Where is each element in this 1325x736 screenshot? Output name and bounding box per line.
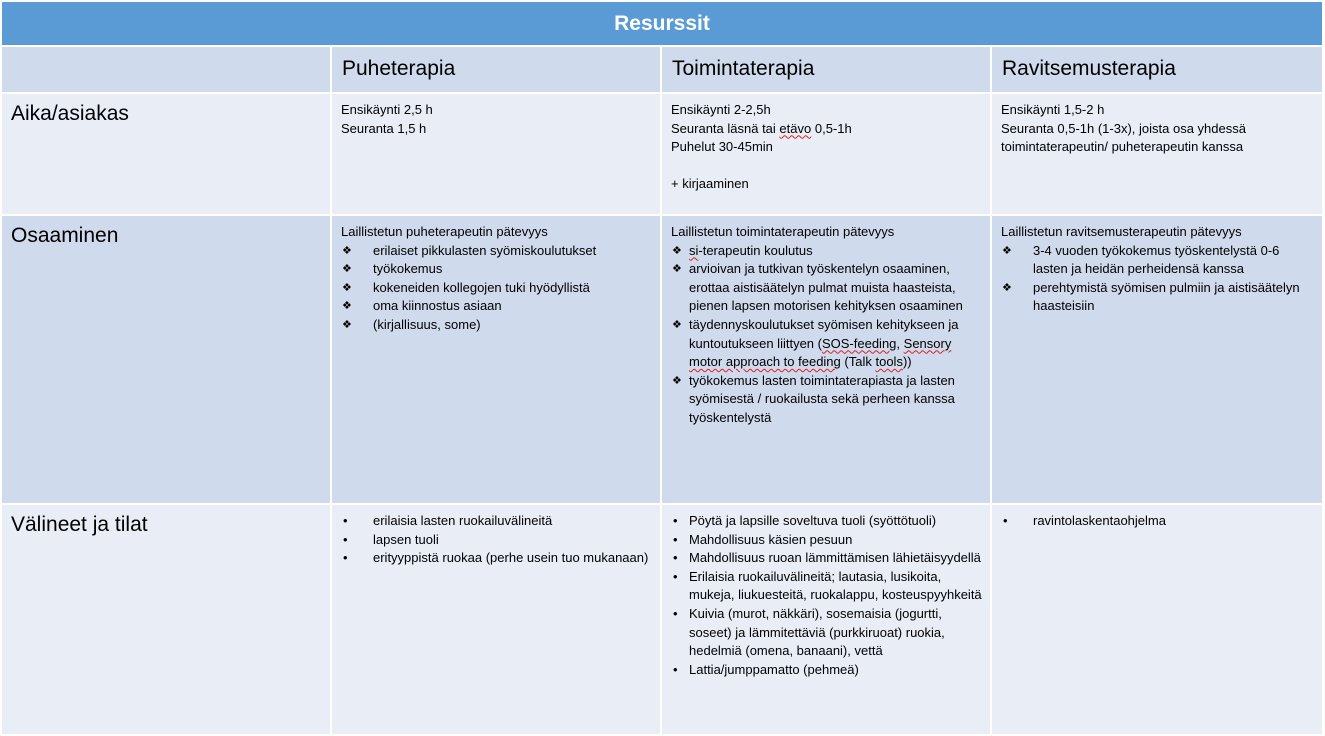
list-item: ❖ työkokemus [341, 260, 654, 279]
cell-intro: Laillistetun puheterapeutin pätevyys [341, 224, 548, 239]
cell-aika-ravitsemusterapia [992, 94, 1322, 214]
header-ravitsemusterapia [992, 47, 1322, 92]
text-run: )) [902, 354, 912, 370]
row-label-text: Osaaminen [11, 224, 119, 247]
cell-line: Seuranta 1,5 h [341, 120, 427, 136]
list-item: • erilaisia lasten ruokailuvälineitä [341, 512, 654, 531]
cell-valineet-puheterapia [332, 505, 660, 734]
cell-line [671, 120, 984, 139]
list-item [671, 242, 984, 261]
text-run: 0,5-1h [814, 120, 852, 136]
text-run: tools [875, 354, 903, 370]
bullet-list [1001, 512, 1316, 531]
bullet-list [671, 242, 984, 428]
list-item: ❖ työkokemus lasten toimintaterapiasta ja lasten syömisestä / ruokailusta sekä perheen kanssa työskentelystä [671, 372, 984, 428]
cell-osaaminen-ravitsemusterapia [992, 216, 1322, 503]
row-label-osaaminen [2, 216, 330, 503]
cell-line: Ensikäynti 1,5-2 h [1001, 102, 1105, 117]
cell-line: Seuranta 0,5-1h (1-3x), joista osa yhdessä toimintaterapeutin/ puheterapeutin kanssa [1001, 120, 1246, 155]
text-run: Sensory motor approach to feeding [689, 335, 952, 370]
cell-osaaminen-toimintaterapia [662, 216, 990, 503]
list-item: • ravintolaskentaohjelma [1001, 512, 1316, 531]
list-item: • Mahdollisuus käsien pesuun [671, 531, 984, 550]
list-item: • lapsen tuoli [341, 531, 654, 550]
row-label-text: Välineet ja tilat [11, 513, 148, 536]
row-label-valineet [2, 505, 330, 734]
list-item: ❖ perehtymistä syömisen pulmiin ja aistisäätelyn haasteisiin [1001, 279, 1316, 316]
cell-osaaminen-puheterapia [332, 216, 660, 503]
header-puheterapia [332, 47, 660, 92]
list-item: • Pöytä ja lapsille soveltuva tuoli (syöttötuoli) [671, 512, 984, 531]
list-item: ❖ arvioivan ja tutkivan työskentelyn osaaminen, erottaa aistisäätelyn pulmat muista haasteista, pienen lapsen motorisen kehityksen osaaminen [671, 260, 984, 316]
row-label-text: Aika/asiakas [11, 102, 129, 125]
list-item: ❖ oma kiinnostus asiaan [341, 297, 654, 316]
cell-line: Puhelut 30-45min [671, 139, 773, 155]
list-item [671, 316, 984, 372]
list-item: ❖ (kirjallisuus, some) [341, 316, 654, 335]
header-label: Ravitsemusterapia [1002, 57, 1176, 80]
text-run: etävo [779, 120, 812, 136]
text-run: Seuranta läsnä tai [671, 120, 776, 136]
table-title [2, 2, 1322, 45]
text-run: si [689, 242, 699, 258]
row-label-aika [2, 94, 330, 214]
cell-valineet-toimintaterapia [662, 505, 990, 734]
cell-line: + kirjaaminen [671, 176, 749, 192]
text-run: -terapeutin koulutus [698, 242, 813, 258]
cell-aika-toimintaterapia [662, 94, 990, 214]
header-label: Toimintaterapia [672, 57, 815, 80]
list-item: • erityyppistä ruokaa (perhe usein tuo mukanaan) [341, 549, 654, 568]
list-item: ❖ 3-4 vuoden työkokemus työskentelystä 0-6 lasten ja heidän perheidensä kanssa [1001, 242, 1316, 279]
spacer [671, 157, 984, 176]
cell-line: Ensikäynti 2,5 h [341, 102, 433, 117]
text-run: (Talk [844, 354, 872, 370]
header-empty-cell [2, 47, 330, 92]
cell-valineet-ravitsemusterapia [992, 505, 1322, 734]
cell-aika-puheterapia [332, 94, 660, 214]
bullet-list [671, 512, 984, 679]
list-item: • Erilaisia ruokailuvälineitä; lautasia, lusikoita, mukeja, liukuesteitä, ruokalappu, kosteuspyyhkeitä [671, 568, 984, 605]
bullet-list [1001, 242, 1316, 316]
cell-line: Ensikäynti 2-2,5h [671, 102, 771, 117]
list-item: • Mahdollisuus ruoan lämmittämisen lähietäisyydellä [671, 549, 984, 568]
list-item: ❖ kokeneiden kollegojen tuki hyödyllistä [341, 279, 654, 298]
table-title-text: Resurssit [614, 11, 710, 35]
bullet-list [341, 512, 654, 568]
text-run: , [896, 335, 901, 351]
header-label: Puheterapia [342, 57, 456, 80]
bullet-list [341, 242, 654, 335]
header-toimintaterapia [662, 47, 990, 92]
list-item: • Lattia/jumppamatto (pehmeä) [671, 661, 984, 680]
cell-intro: Laillistetun toimintaterapeutin pätevyys [671, 224, 895, 239]
resource-table [2, 2, 1322, 734]
list-item: • Kuivia (murot, näkkäri), sosemaisia (jogurtti, soseet) ja lämmitettäviä (purkkiruoat) ruokia, hedelmiä (omena, banaani), vettä [671, 605, 984, 661]
list-item: ❖ erilaiset pikkulasten syömiskoulutukset [341, 242, 654, 261]
text-run: SOS-feeding [821, 335, 897, 351]
text-run: täydennyskoulutukset syömisen kehitykseen ja kuntoutukseen liittyen ( [689, 316, 959, 351]
cell-intro: Laillistetun ravitsemusterapeutin pätevyys [1001, 224, 1242, 239]
